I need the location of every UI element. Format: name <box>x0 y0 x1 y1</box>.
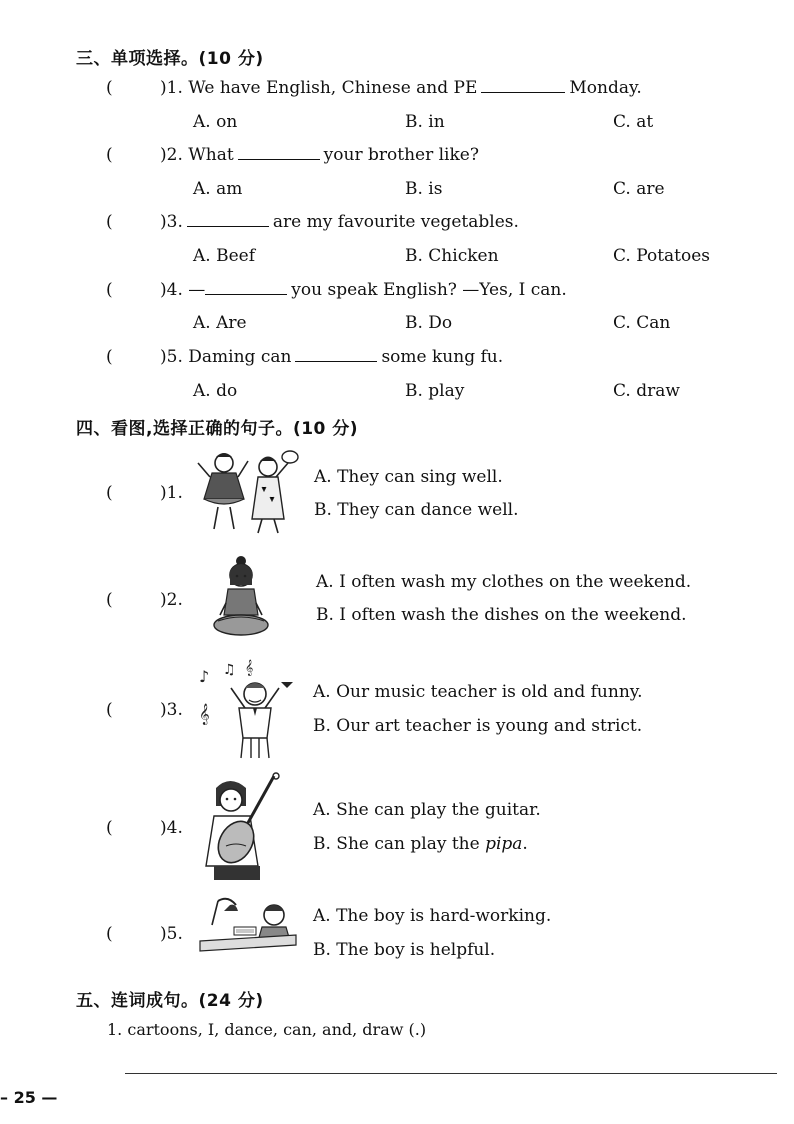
answer-paren-close: ) <box>160 280 167 300</box>
choice-b: B. Our art teacher is young and strict. <box>313 716 643 736</box>
question-number: 2. <box>166 145 183 165</box>
option-a: A. am <box>193 179 243 199</box>
answer-paren-close: ) <box>160 590 167 610</box>
choice-a: A. I often wash my clothes on the weekend. <box>316 572 692 592</box>
question-number-label <box>160 700 183 720</box>
answer-paren-close: ) <box>160 700 167 720</box>
choice-b <box>313 834 528 854</box>
question-stem-after: are my favourite vegetables. <box>272 212 519 232</box>
option-a: A. Are <box>193 313 247 333</box>
question-stem-before: Daming can <box>188 347 292 367</box>
two-children-dancing-image <box>190 447 302 539</box>
option-c: C. are <box>613 179 665 199</box>
answer-paren-open: ( <box>106 280 113 300</box>
option-b: B. Chicken <box>405 246 499 266</box>
question-stem-after: some kung fu. <box>381 347 504 367</box>
choice-a: A. Our music teacher is old and funny. <box>313 682 643 702</box>
choice-b: B. They can dance well. <box>314 500 519 520</box>
question-stem-before: We have English, Chinese and PE <box>188 78 478 98</box>
question-number: 4. <box>166 280 183 300</box>
answer-blank <box>481 78 565 93</box>
question-text <box>160 347 503 367</box>
answer-paren-close: ) <box>160 145 167 165</box>
answer-line <box>125 1073 777 1074</box>
question-text <box>160 212 519 232</box>
answer-paren-open: ( <box>106 78 113 98</box>
question-number-label <box>160 924 183 944</box>
option-c: C. at <box>613 112 654 132</box>
question-text <box>160 145 479 165</box>
choice-b-suffix: . <box>522 834 528 854</box>
section-3-heading: 三、单项选择。(10 分) <box>76 49 264 69</box>
question-stem-after: your brother like? <box>323 145 479 165</box>
option-a: A. Beef <box>193 246 255 266</box>
answer-paren-open: ( <box>106 590 113 610</box>
answer-paren-open: ( <box>106 700 113 720</box>
question-number: 5. <box>166 924 183 944</box>
boy-at-desk-image <box>196 897 300 955</box>
question-stem-after: Monday. <box>569 78 642 98</box>
answer-paren-close: ) <box>160 924 167 944</box>
answer-paren-close: ) <box>160 78 167 98</box>
option-c: C. Can <box>613 313 671 333</box>
question-number: 3. <box>166 700 183 720</box>
section-5-heading: 五、连词成句。(24 分) <box>76 991 264 1011</box>
answer-blank <box>295 347 377 362</box>
svg-text:♪: ♪ <box>199 667 210 686</box>
page-number: – 25 — <box>0 1088 58 1107</box>
option-b: B. is <box>405 179 443 199</box>
answer-paren-open: ( <box>106 212 113 232</box>
question-stem-before: What <box>188 145 234 165</box>
question-text <box>160 78 642 98</box>
answer-blank <box>187 212 269 227</box>
option-b: B. Do <box>405 313 453 333</box>
answer-paren-close: ) <box>160 347 167 367</box>
option-c: C. Potatoes <box>613 246 711 266</box>
svg-text:𝄞: 𝄞 <box>199 704 210 725</box>
question-number: 4. <box>166 818 183 838</box>
answer-paren-open: ( <box>106 924 113 944</box>
choice-b-italic-word: pipa <box>485 834 523 854</box>
question-number: 2. <box>166 590 183 610</box>
answer-paren-close: ) <box>160 818 167 838</box>
section-4-heading: 四、看图,选择正确的句子。(10 分) <box>76 419 359 439</box>
svg-text:♫: ♫ <box>223 662 236 678</box>
choice-b: B. I often wash the dishes on the weekend. <box>316 605 687 625</box>
answer-blank <box>205 280 287 295</box>
word-order-item: 1. cartoons, I, dance, can, and, draw (.) <box>107 1020 427 1039</box>
option-a: A. do <box>193 381 238 401</box>
option-a: A. on <box>193 112 238 132</box>
option-b: B. play <box>405 381 465 401</box>
choice-b-prefix: B. She can play the <box>313 834 486 854</box>
question-stem-after: you speak English? —Yes, I can. <box>291 280 567 300</box>
question-number: 3. <box>166 212 183 232</box>
svg-text:𝄞: 𝄞 <box>245 660 254 676</box>
choice-a: A. The boy is hard-working. <box>313 906 552 926</box>
question-number: 1. <box>166 78 183 98</box>
woman-playing-pipa-image <box>192 772 288 882</box>
option-c: C. draw <box>613 381 680 401</box>
answer-paren-open: ( <box>106 483 113 503</box>
question-number: 1. <box>166 483 183 503</box>
answer-paren-open: ( <box>106 818 113 838</box>
question-number-label <box>160 590 183 610</box>
answer-paren-close: ) <box>160 483 167 503</box>
question-number: 5. <box>166 347 183 367</box>
music-teacher-image <box>195 658 295 760</box>
choice-a: A. They can sing well. <box>314 467 503 487</box>
choice-a: A. She can play the guitar. <box>313 800 541 820</box>
answer-blank <box>238 145 320 160</box>
option-b: B. in <box>405 112 445 132</box>
answer-paren-open: ( <box>106 347 113 367</box>
question-text <box>160 280 567 300</box>
answer-paren-close: ) <box>160 212 167 232</box>
question-stem-before: — <box>188 280 206 300</box>
girl-washing-image <box>210 553 272 641</box>
question-number-label <box>160 818 183 838</box>
answer-paren-open: ( <box>106 145 113 165</box>
choice-b: B. The boy is helpful. <box>313 940 496 960</box>
question-number-label <box>160 483 183 503</box>
